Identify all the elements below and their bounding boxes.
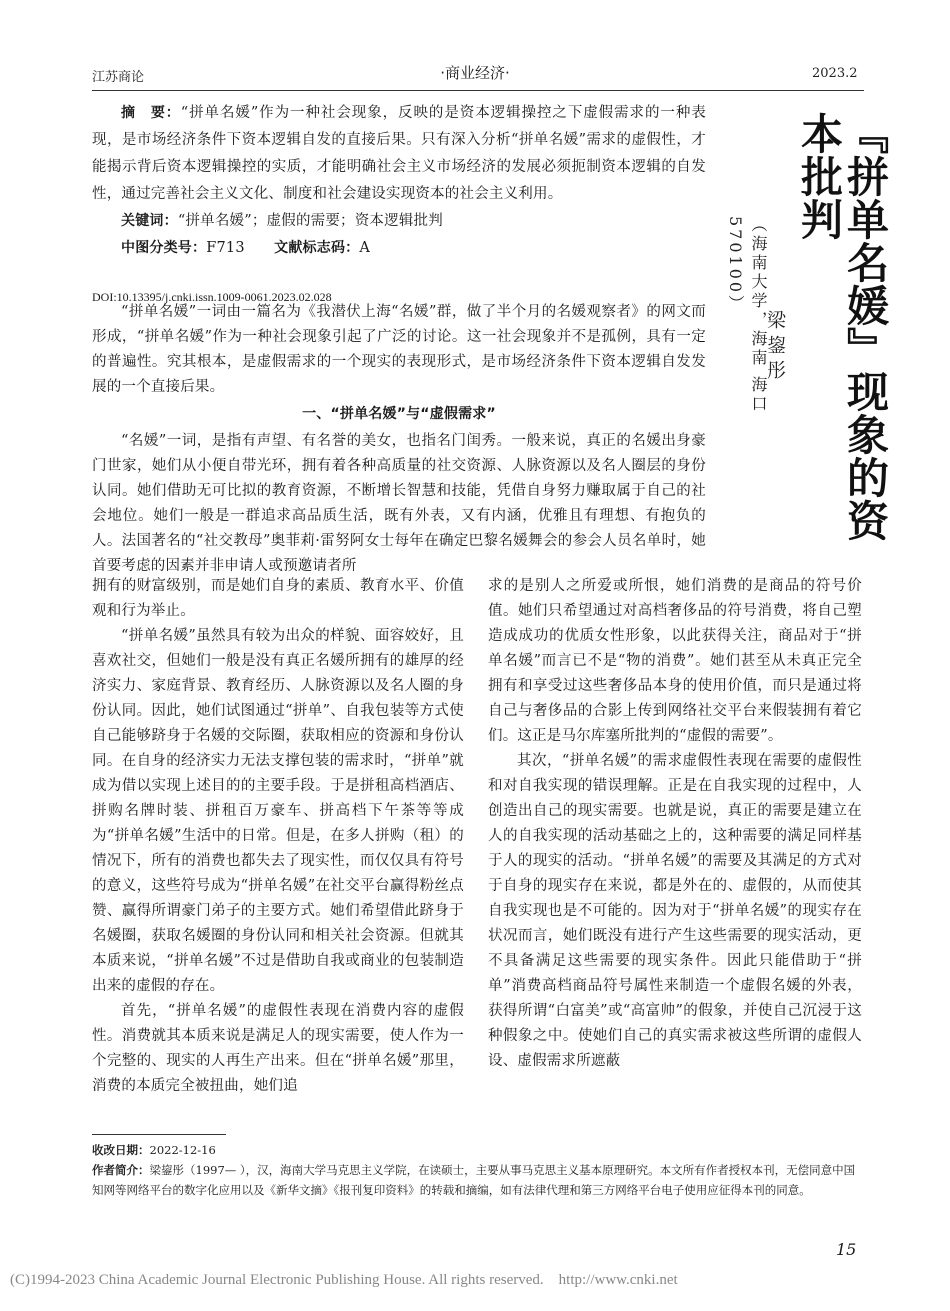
right-col-paragraph-1: 求的是别人之所爱或所恨，她们消费的是商品的符号价值。她们只希望通过对高档奢侈品的符号消费，将自己塑造成成功的优质女性形象，以此获得关注，商品对于“拼单名媛”而言已不是“物的消费”。她们甚至从未真正完全拥有和享受过这些奢侈品本身的使用价值，而只是通过将自己与奢侈品的合影上传到网络社交平台来假装拥有着它们。这正是马尔库塞所批判的“虚假的需要”。 [488, 578, 862, 744]
abstract-label: 摘 要： [121, 105, 181, 121]
intro-paragraph: “拼单名媛”一词由一篇名为《我潜伏上海“名媛”群，做了半个月的名媛观察者》的网文而形成，“拼单名媛”作为一种社会现象引起了广泛的讨论。这一社会现象并不是孤例，具有一定的普遍性。究其根本，是虚假需求的一个现实的表现形式，是市场经济条件下资本逻辑自发发展的一个直接后果。 [92, 304, 706, 395]
author-affiliation: （海南大学，海南 海口 570100） [726, 216, 768, 415]
left-col-lead: 拥有的财富级别，而是她们自身的素质、教育水平、价值观和行为举止。 [92, 578, 464, 619]
section-label: ·商业经济· [440, 64, 510, 82]
right-column [488, 574, 862, 1074]
article-title: 『拼单名媛』现象的资本批判 [795, 112, 890, 542]
author-name: 梁鋆彤 [764, 310, 786, 385]
paragraph-mingyuan: “名媛”一词，是指有声望、有名誉的美女，也指名门闺秀。一般来说，真正的名媛出身豪门世家，她们从小便自带光环，拥有着各种高质量的社交资源、人脉资源以及名人圈层的身份认同。她们借助无可比拟的教育资源，不断增长智慧和技能，凭借自身努力赚取属于自己的社会地位。她们一般是一群追求高品质生活，既有外表，又有内涵，优雅且有理想、有抱负的人。法国著名的“社交教母”奥菲莉·雷努阿女士每年在确定巴黎名媛舞会的参会人员名单时，她首要考虑的因素并非申请人或预邀请者所 [92, 433, 706, 574]
left-column [92, 574, 464, 1099]
doc-code-label: 文献标志码： [274, 240, 360, 256]
keywords-text: “拼单名媛”；虚假的需要；资本逻辑批判 [177, 213, 443, 229]
footnote-rule [92, 1134, 226, 1135]
header-rule [92, 90, 864, 91]
doi: DOI:10.13395/j.cnki.issn.1009-0061.2023.02.028 [92, 290, 332, 304]
clc-label: 中图分类号： [121, 240, 207, 256]
left-col-paragraph-3: 首先，“拼单名媛”的虚假性表现在消费内容的虚假性。消费就其本质来说是满足人的现实需要，使人作为一个完整的、现实的人再生产出来。但在“拼单名媛”那里，消费的本质完全被扭曲，她们追 [92, 1003, 464, 1094]
copyright-notice: (C)1994-2023 China Academic Journal Electronic Publishing House. All rights reserved. http://www.cnki.net [10, 1272, 678, 1288]
bio-label: 作者简介： [92, 1163, 150, 1177]
journal-name: 江苏商论 [92, 70, 145, 85]
abstract-text: “拼单名媛”作为一种社会现象，反映的是资本逻辑操控之下虚假需求的一种表现，是市场经济条件下资本逻辑自发的直接后果。只有深入分析“拼单名媛”需求的虚假性，才能揭示背后资本逻辑操控的实质，才能明确社会主义市场经济的发展必须扼制资本逻辑的自发性，通过完善社会主义文化、制度和社会建设实现资本的社会主义利用。 [92, 105, 706, 202]
body-wide [92, 300, 706, 579]
footnote [92, 1140, 864, 1200]
received-label: 收改日期： [92, 1143, 150, 1157]
abstract [92, 100, 706, 262]
section-1-heading: 一、“拼单名媛”与“虚假需求” [302, 406, 496, 422]
page-number: 15 [836, 1240, 857, 1259]
author-bio: 梁鋆彤（1997— ），汉，海南大学马克思主义学院，在读硕士，主要从事马克思主义基本原理研究。本文所有作者授权本刊，无偿同意中国知网等网络平台的数字化应用以及《新华文摘》《报刊复印资料》的转载和摘编，如有法律代理和第三方网络平台电子使用应征得本刊的同意。 [92, 1163, 856, 1197]
received-date: 2022-12-16 [149, 1143, 216, 1157]
right-col-paragraph-2: 其次，“拼单名媛”的需求虚假性表现在需要的虚假性和对自我实现的错误理解。正是在自我实现的过程中，人创造出自己的现实需要。也就是说，真正的需要是建立在人的自我实现的活动基础之上的，这种需要的满足同样基于人的现实的活动。“拼单名媛”的需要及其满足的方式对于自身的现实存在来说，都是外在的、虚假的，从而使其自我实现也是不可能的。因为对于“拼单名媛”的现实存在状况而言，她们既没有进行产生这些需要的现实活动，更不具备满足这些需要的现实条件。因此只能借助于“拼单”消费高档商品符号属性来制造一个虚假名媛的外表，获得所谓“白富美”或“高富帅”的假象，并使自己沉浸于这种假象之中。使她们自己的真实需求被这些所谓的虚假人设、虚假需求所遮蔽 [488, 753, 862, 1069]
issue-label: 2023.2 [812, 66, 858, 81]
clc-value: F713 [206, 240, 245, 256]
left-col-paragraph-2: “拼单名媛”虽然具有较为出众的样貌、面容姣好，且喜欢社交，但她们一般是没有真正名媛所拥有的雄厚的经济实力、家庭背景、教育经历、人脉资源以及名人圈的身份认同。因此，她们试图通过“拼单”、自我包装等方式使自己能够跻身于名媛的交际圈，获取相应的资源和身份认同。在自身的经济实力无法支撑包装的需求时，“拼单”就成为借以实现上述目的的主要手段。于是拼租高档酒店、拼购名牌时装、拼租百万豪车、拼高档下午茶等等成为“拼单名媛”生活中的日常。但是，在多人拼购（租）的情况下，所有的消费也都失去了现实性，而仅仅具有符号的意义，这些符号成为“拼单名媛”在社交平台赢得粉丝点赞、赢得所谓豪门弟子的主要方式。她们希望借此跻身于名媛圈，获取名媛圈的身份认同和相关社会资源。但就其本质来说，“拼单名媛”不过是借助自我或商业的包装制造出来的虚假的存在。 [92, 628, 464, 994]
doc-code-value: A [359, 240, 371, 256]
keywords-label: 关键词： [121, 213, 178, 229]
